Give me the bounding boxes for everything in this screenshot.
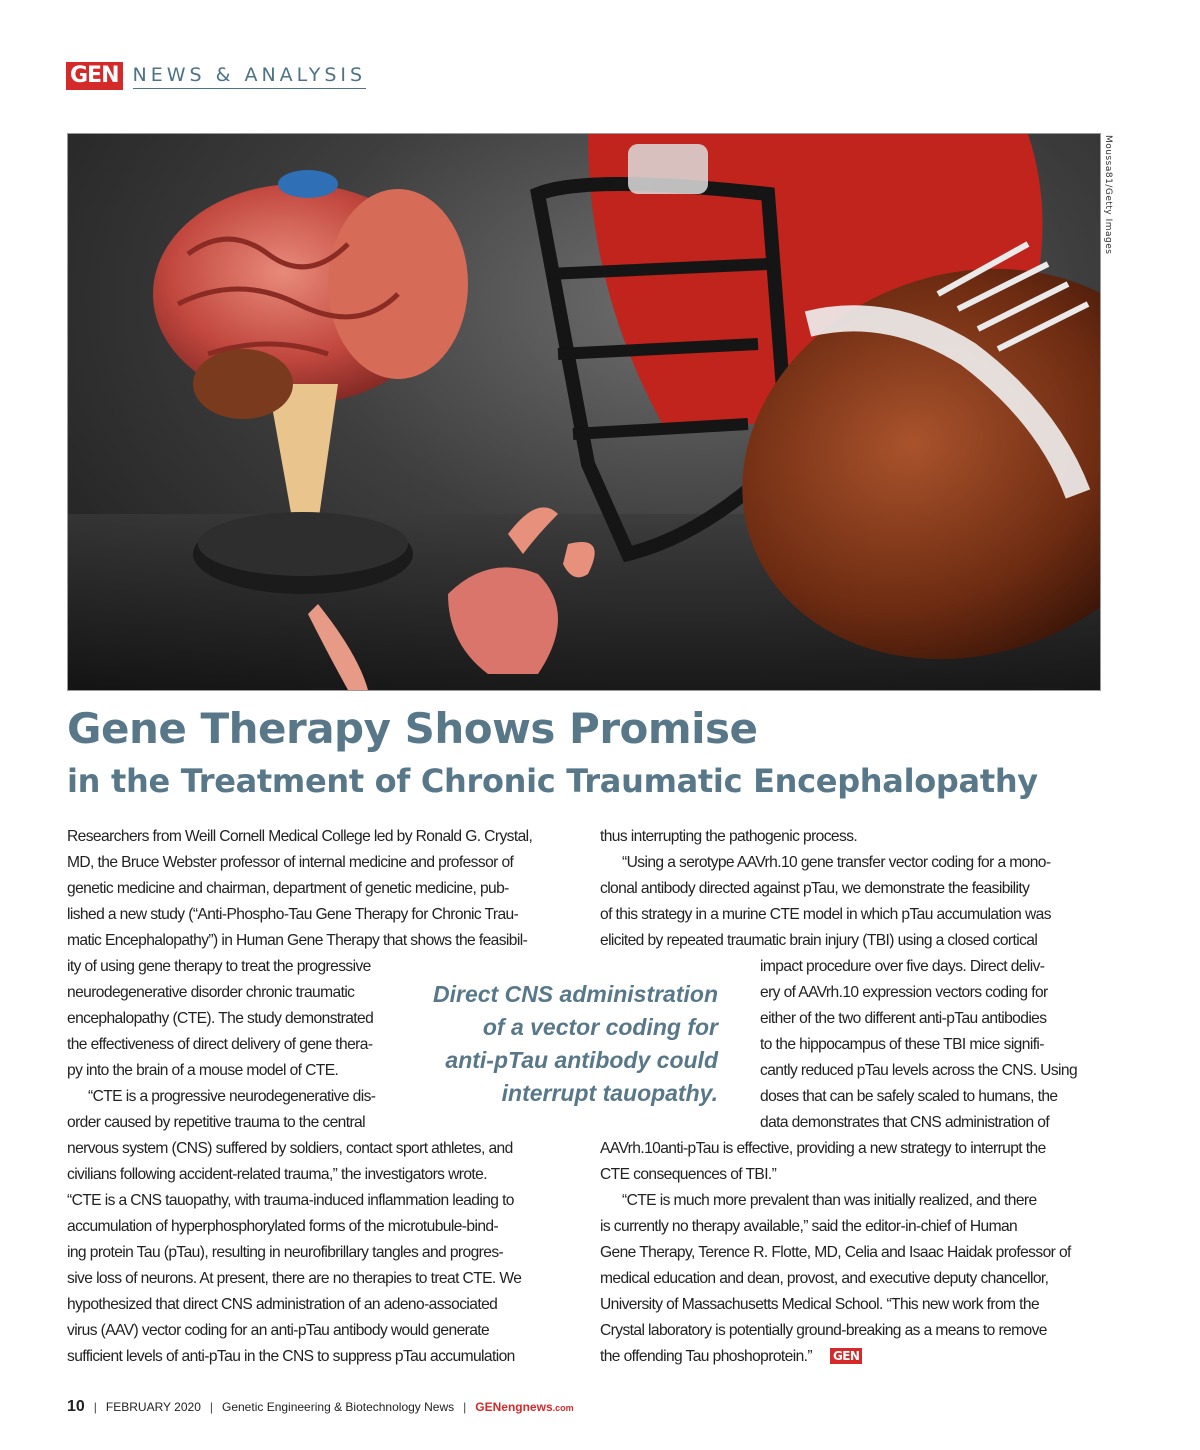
body-line: genetic medicine and chairman, department of genetic medicine, pub-: [67, 880, 509, 897]
body-line: Researchers from Weill Cornell Medical College led by Ronald G. Crystal,: [67, 828, 533, 845]
site-link-suffix[interactable]: .com: [552, 1403, 574, 1413]
body-line: sufficient levels of anti-pTau in the CNS to suppress pTau accumulation: [67, 1348, 515, 1365]
body-line-text: the offending Tau phoshoprotein.”: [600, 1348, 812, 1365]
body-line: clonal antibody directed against pTau, we demonstrate the feasibility: [600, 880, 1030, 897]
body-line: “Using a serotype AAVrh.10 gene transfer vector coding for a mono-: [622, 854, 1051, 871]
body-line: virus (AAV) vector coding for an anti-pTau antibody would generate: [67, 1322, 490, 1339]
body-line: to the hippocampus of these TBI mice signifi-: [760, 1036, 1044, 1053]
body-line: accumulation of hyperphosphorylated forms of the microtubule-bind-: [67, 1218, 499, 1235]
section-label: NEWS & ANALYSIS: [133, 64, 367, 89]
site-link-name[interactable]: GENengnews: [475, 1400, 553, 1414]
body-line: AAVrh.10anti-pTau is effective, providing a new strategy to interrupt the: [600, 1140, 1046, 1157]
page-footer: [67, 1398, 574, 1416]
body-line: elicited by repeated traumatic brain injury (TBI) using a closed cortical: [600, 932, 1038, 949]
footer-separator: |: [209, 1400, 213, 1414]
body-line: is currently no therapy available,” said the editor-in-chief of Human: [600, 1218, 1018, 1235]
publication-name: Genetic Engineering & Biotechnology News: [222, 1400, 455, 1414]
body-line: ing protein Tau (pTau), resulting in neurofibrillary tangles and progres-: [67, 1244, 504, 1261]
body-line: hypothesized that direct CNS administration of an adeno-associated: [67, 1296, 498, 1313]
body-line: py into the brain of a mouse model of CTE.: [67, 1062, 339, 1079]
pull-quote-line: interrupt tauopathy.: [501, 1080, 718, 1106]
body-line: encephalopathy (CTE). The study demonstrated: [67, 1010, 374, 1027]
issue-date: FEBRUARY 2020: [105, 1400, 201, 1414]
page-number: 10: [67, 1398, 85, 1415]
body-line: “CTE is a progressive neurodegenerative dis-: [88, 1088, 376, 1105]
pull-quote-line: of a vector coding for: [482, 1014, 718, 1040]
body-line: the effectiveness of direct delivery of gene thera-: [67, 1036, 373, 1053]
body-line: data demonstrates that CNS administration of: [760, 1114, 1050, 1131]
article-photo: [67, 133, 1101, 691]
body-line: Crystal laboratory is potentially ground-breaking as a means to remove: [600, 1322, 1047, 1339]
end-gen-logo: GEN: [830, 1348, 862, 1364]
photo-illustration: [68, 134, 1100, 690]
body-line: of this strategy in a murine CTE model in which pTau accumulation was: [600, 906, 1051, 923]
footer-separator: |: [463, 1400, 467, 1414]
pull-quote-line: anti-pTau antibody could: [445, 1047, 718, 1073]
body-line: University of Massachusetts Medical School. “This new work from the: [600, 1296, 1040, 1313]
body-line: ery of AAVrh.10 expression vectors coding for: [760, 984, 1048, 1001]
body-line: cantly reduced pTau levels across the CNS. Using: [760, 1062, 1078, 1079]
body-line: [600, 1347, 862, 1367]
body-line: order caused by repetitive trauma to the central: [67, 1114, 365, 1131]
body-line: doses that can be safely scaled to humans, the: [760, 1088, 1058, 1105]
body-line: either of the two different anti-pTau antibodies: [760, 1010, 1047, 1027]
body-line: “CTE is much more prevalent than was initially realized, and there: [622, 1192, 1037, 1209]
body-line: thus interrupting the pathogenic process.: [600, 828, 858, 845]
body-line: Gene Therapy, Terence R. Flotte, MD, Celia and Isaac Haidak professor of: [600, 1244, 1071, 1261]
article-subtitle: in the Treatment of Chronic Traumatic Encephalopathy: [67, 762, 1038, 800]
photo-credit: Moussa81/Getty Images: [1103, 135, 1113, 255]
pull-quote-line: Direct CNS administration: [433, 981, 718, 1007]
gen-logo: GEN: [66, 62, 123, 90]
body-line: impact procedure over five days. Direct deliv-: [760, 958, 1045, 975]
body-line: MD, the Bruce Webster professor of internal medicine and professor of: [67, 854, 514, 871]
body-line: nervous system (CNS) suffered by soldiers, contact sport athletes, and: [67, 1140, 513, 1157]
body-line: lished a new study (“Anti-Phospho-Tau Gene Therapy for Chronic Trau-: [67, 906, 519, 923]
body-line: CTE consequences of TBI.”: [600, 1166, 777, 1183]
body-line: matic Encephalopathy”) in Human Gene Therapy that shows the feasibil-: [67, 932, 528, 949]
site-link[interactable]: [475, 1400, 573, 1414]
body-line: sive loss of neurons. At present, there are no therapies to treat CTE. We: [67, 1270, 522, 1287]
body-line: neurodegenerative disorder chronic traumatic: [67, 984, 355, 1001]
body-line: civilians following accident-related trauma,” the investigators wrote.: [67, 1166, 487, 1183]
body-line: “CTE is a CNS tauopathy, with trauma-induced inflammation leading to: [67, 1192, 514, 1209]
footer-separator: |: [93, 1400, 97, 1414]
body-line: ity of using gene therapy to treat the progressive: [67, 958, 371, 975]
article-title: Gene Therapy Shows Promise: [67, 704, 758, 753]
page-header: [66, 62, 366, 90]
body-line: medical education and dean, provost, and executive deputy chancellor,: [600, 1270, 1049, 1287]
